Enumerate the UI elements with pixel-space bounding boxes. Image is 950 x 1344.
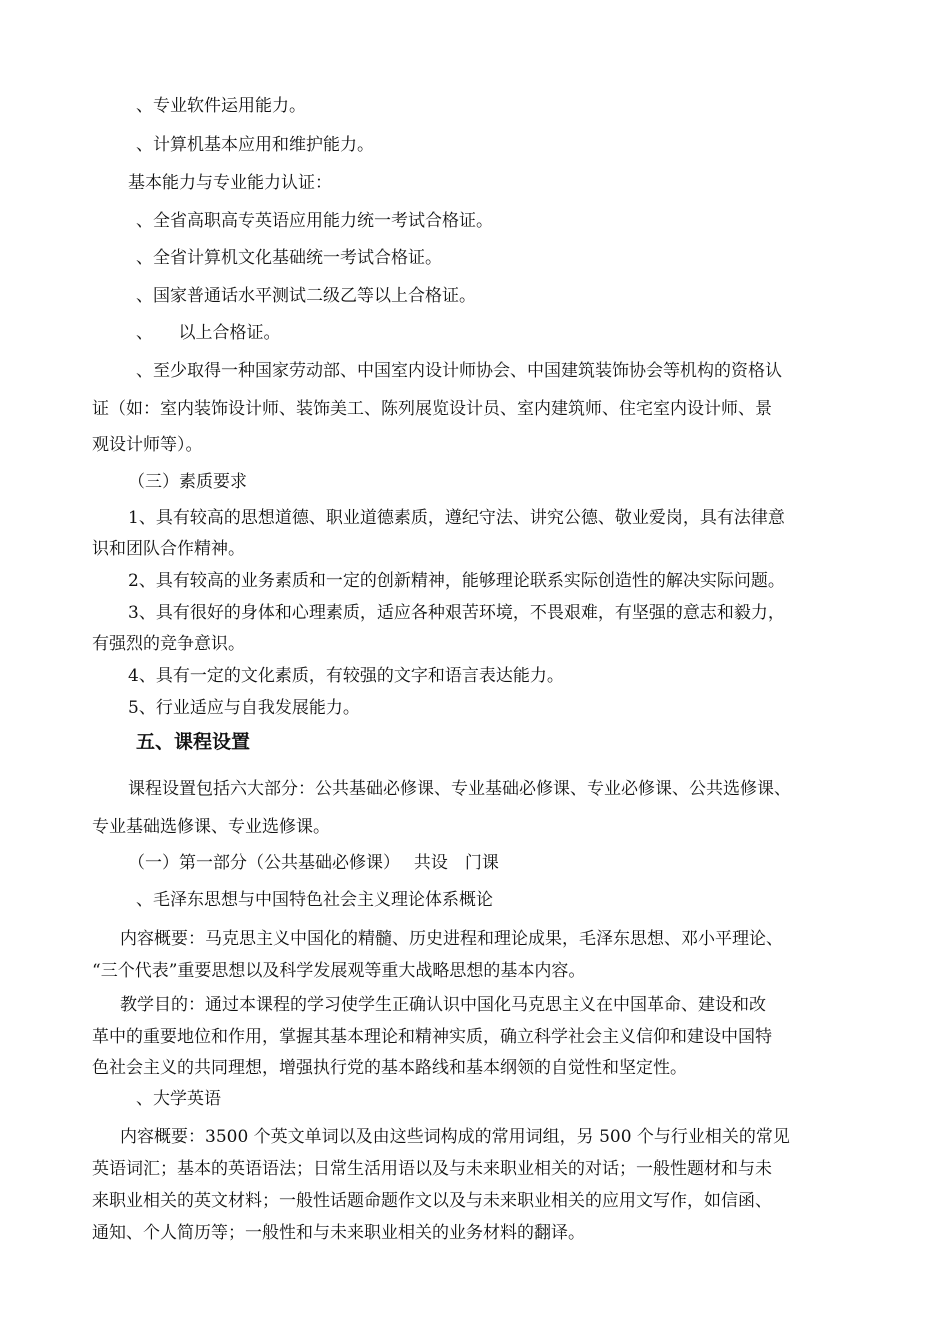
text-line: 内容概要：马克思主义中国化的精髓、历史进程和理论成果，毛泽东思想、邓小平理论、 (120, 929, 783, 949)
text-line: 1、具有较高的思想道德、职业道德素质，遵纪守法、讲究公德、敬业爱岗，具有法律意 (128, 508, 785, 528)
text-line: 证（如：室内装饰设计师、装饰美工、陈列展览设计员、室内建筑师、住宅室内设计师、景 (92, 399, 772, 419)
text-line: 教学目的：通过本课程的学习使学生正确认识中国化马克思主义在中国革命、建设和改 (120, 995, 766, 1015)
text-line: 、至少取得一种国家劳动部、中国室内设计师协会、中国建筑装饰协会等机构的资格认 (136, 361, 782, 381)
text-line: 色社会主义的共同理想，增强执行党的基本路线和基本纲领的自觉性和坚定性。 (92, 1058, 687, 1078)
course-title: 、毛泽东思想与中国特色社会主义理论体系概论 (136, 890, 493, 910)
text-line: 来职业相关的英文材料；一般性话题命题作文以及与未来职业相关的应用文写作，如信函、 (92, 1191, 772, 1211)
course-title: 、大学英语 (136, 1089, 221, 1109)
text-line: 5、行业适应与自我发展能力。 (128, 698, 360, 718)
text-line: “三个代表”重要思想以及科学发展观等重大战略思想的基本内容。 (92, 961, 586, 981)
section-subtitle: （一）第一部分（公共基础必修课） 共设 门课 (128, 853, 499, 873)
text-line: 革中的重要地位和作用，掌握其基本理论和精神实质，确立科学社会主义信仰和建设中国特 (92, 1027, 772, 1047)
text-line: 内容概要：3500 个英文单词以及由这些词构成的常用词组，另 500 个与行业相关的常见 (120, 1127, 790, 1147)
text-line: 课程设置包括六大部分：公共基础必修课、专业基础必修课、专业必修课、公共选修课、 (128, 779, 791, 799)
section-heading: 五、课程设置 (136, 731, 251, 753)
section-subtitle: （三）素质要求 (128, 472, 247, 492)
text-line: 基本能力与专业能力认证： (128, 173, 332, 193)
text-line: 专业基础选修课、专业选修课。 (92, 817, 330, 837)
text-line: 、计算机基本应用和维护能力。 (136, 135, 374, 155)
text-line: 、全省高职高专英语应用能力统一考试合格证。 (136, 211, 493, 231)
text-line: 通知、个人简历等；一般性和与未来职业相关的业务材料的翻译。 (92, 1223, 585, 1243)
text-line: 3、具有很好的身体和心理素质，适应各种艰苦环境，不畏艰难，有坚强的意志和毅力， (128, 603, 785, 623)
text-line: 、专业软件运用能力。 (136, 96, 306, 116)
text-line: 有强烈的竞争意识。 (92, 634, 245, 654)
text-line: 观设计师等）。 (92, 435, 203, 455)
text-line: 、全省计算机文化基础统一考试合格证。 (136, 248, 442, 268)
text-line: 、国家普通话水平测试二级乙等以上合格证。 (136, 286, 476, 306)
text-line: 2、具有较高的业务素质和一定的创新精神，能够理论联系实际创造性的解决实际问题。 (128, 571, 785, 591)
text-line: 、 以上合格证。 (136, 323, 281, 343)
text-line: 4、具有一定的文化素质，有较强的文字和语言表达能力。 (128, 666, 564, 686)
text-line: 识和团队合作精神。 (92, 539, 245, 559)
text-line: 英语词汇；基本的英语语法；日常生活用语以及与未来职业相关的对话；一般性题材和与未 (92, 1159, 772, 1179)
